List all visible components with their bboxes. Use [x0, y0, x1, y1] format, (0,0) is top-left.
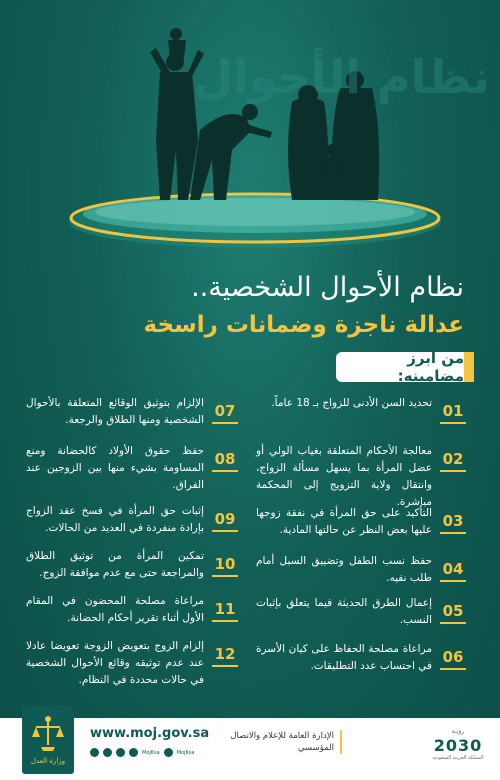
vision-country: المملكة العربية السعودية	[432, 755, 484, 761]
item-number: 10	[212, 556, 238, 577]
department-name: الإدارة العامة للإعلام والاتصال المؤسسي	[222, 730, 342, 754]
item-number: 12	[212, 646, 238, 667]
vision-label: رؤيـة	[451, 728, 465, 735]
facebook-icon[interactable]	[129, 748, 138, 757]
item-text: تحديد السن الأدنى للزواج بـ 18 عاماً.	[271, 397, 432, 409]
twitter-icon[interactable]	[90, 748, 99, 757]
social-handle: MojKsa	[176, 749, 195, 756]
family-figures-illustration	[0, 0, 500, 260]
item-number: 03	[440, 513, 466, 534]
social-links	[90, 748, 194, 757]
list-item-09	[26, 503, 238, 537]
title-block	[144, 270, 464, 342]
item-number: 05	[440, 603, 466, 624]
list-item-10	[26, 548, 238, 582]
hero-illustration	[0, 0, 500, 260]
item-number: 01	[440, 403, 466, 424]
item-number: 07	[212, 403, 238, 424]
hero-background-title: نظام الأحوال	[192, 50, 490, 104]
list-item-12	[26, 638, 238, 689]
youtube-icon[interactable]	[164, 748, 173, 757]
website-link[interactable]: www.moj.gov.sa	[90, 726, 210, 741]
list-item-03	[256, 505, 466, 539]
page-title: نظام الأحوال الشخصية..	[191, 272, 464, 303]
item-text: حفظ نسب الطفل وتضييق السبل أمام طلب نفيه.	[256, 555, 432, 584]
snapchat-icon[interactable]	[116, 748, 125, 757]
list-item-02	[256, 443, 466, 511]
item-number: 09	[212, 511, 238, 532]
instagram-icon[interactable]	[103, 748, 112, 757]
list-item-08	[26, 443, 238, 494]
item-text: تمكين المرأة من توثيق الطلاق والمراجعة حتى مع عدم موافقة الزوج.	[26, 550, 204, 579]
list-item-01	[256, 395, 466, 424]
item-text: إعمال الطرق الحديثة فيما يتعلق بإثبات النسب.	[256, 597, 432, 626]
item-text: التأكيد على حق المرأة في نفقة زوجها عليها بعض النظر عن حالتها المادية.	[256, 507, 432, 536]
item-text: إلزام الزوج بتعويض الزوجة تعويضا عادلا عند عدم توثيقه وقائع الأحوال الشخصية في حالات محددة في النظام.	[26, 640, 204, 686]
footer	[0, 718, 500, 780]
list-item-06	[256, 641, 466, 675]
item-text: معالجة الأحكام المتعلقة بغياب الولي أو عضل المرأة بما يسهل مسألة الزواج، وانتقال ولاية التزويج إلى المحكمة مباشرة.	[256, 445, 432, 508]
list-item-04	[256, 553, 466, 587]
item-text: الإلزام بتوثيق الوقائع المتعلقة بالأحوال الشخصية ومنها الطلاق والرجعة.	[26, 397, 204, 426]
item-text: حفظ حقوق الأولاد كالحضانة ومنع المساومة بشيء منها بين الزوجين عند الفراق.	[26, 445, 204, 491]
scales-palm-icon	[31, 715, 65, 755]
list-item-07	[26, 395, 238, 429]
highlights-list	[0, 395, 500, 705]
item-number: 02	[440, 451, 466, 472]
item-number: 04	[440, 561, 466, 582]
moj-logo	[22, 706, 74, 774]
logo-caption: وزارة العدل	[30, 757, 66, 765]
page-subtitle: عدالة ناجزة وضمانات راسخة	[143, 312, 464, 338]
vision-2030-logo	[428, 728, 488, 761]
item-number: 08	[212, 451, 238, 472]
item-text: مراعاة مصلحة الحفاظ على كيان الأسرة في احتساب عدد التطليقات.	[256, 643, 432, 672]
list-item-11	[26, 593, 238, 627]
vision-year: 2030	[433, 736, 483, 755]
social-handle: MojKsa	[142, 749, 160, 756]
list-item-05	[256, 595, 466, 629]
item-number: 06	[440, 649, 466, 670]
item-number: 11	[212, 601, 238, 622]
item-text: إثبات حق المرأة في فسخ عقد الزواج بإرادة منفردة في العديد من الحالات.	[26, 505, 204, 534]
highlights-label: من أبرز مضامينه:	[336, 352, 464, 382]
item-text: مراعاة مصلحة المحضون في المقام الأول أثناء تقرير أحكام الحضانة.	[26, 595, 204, 624]
